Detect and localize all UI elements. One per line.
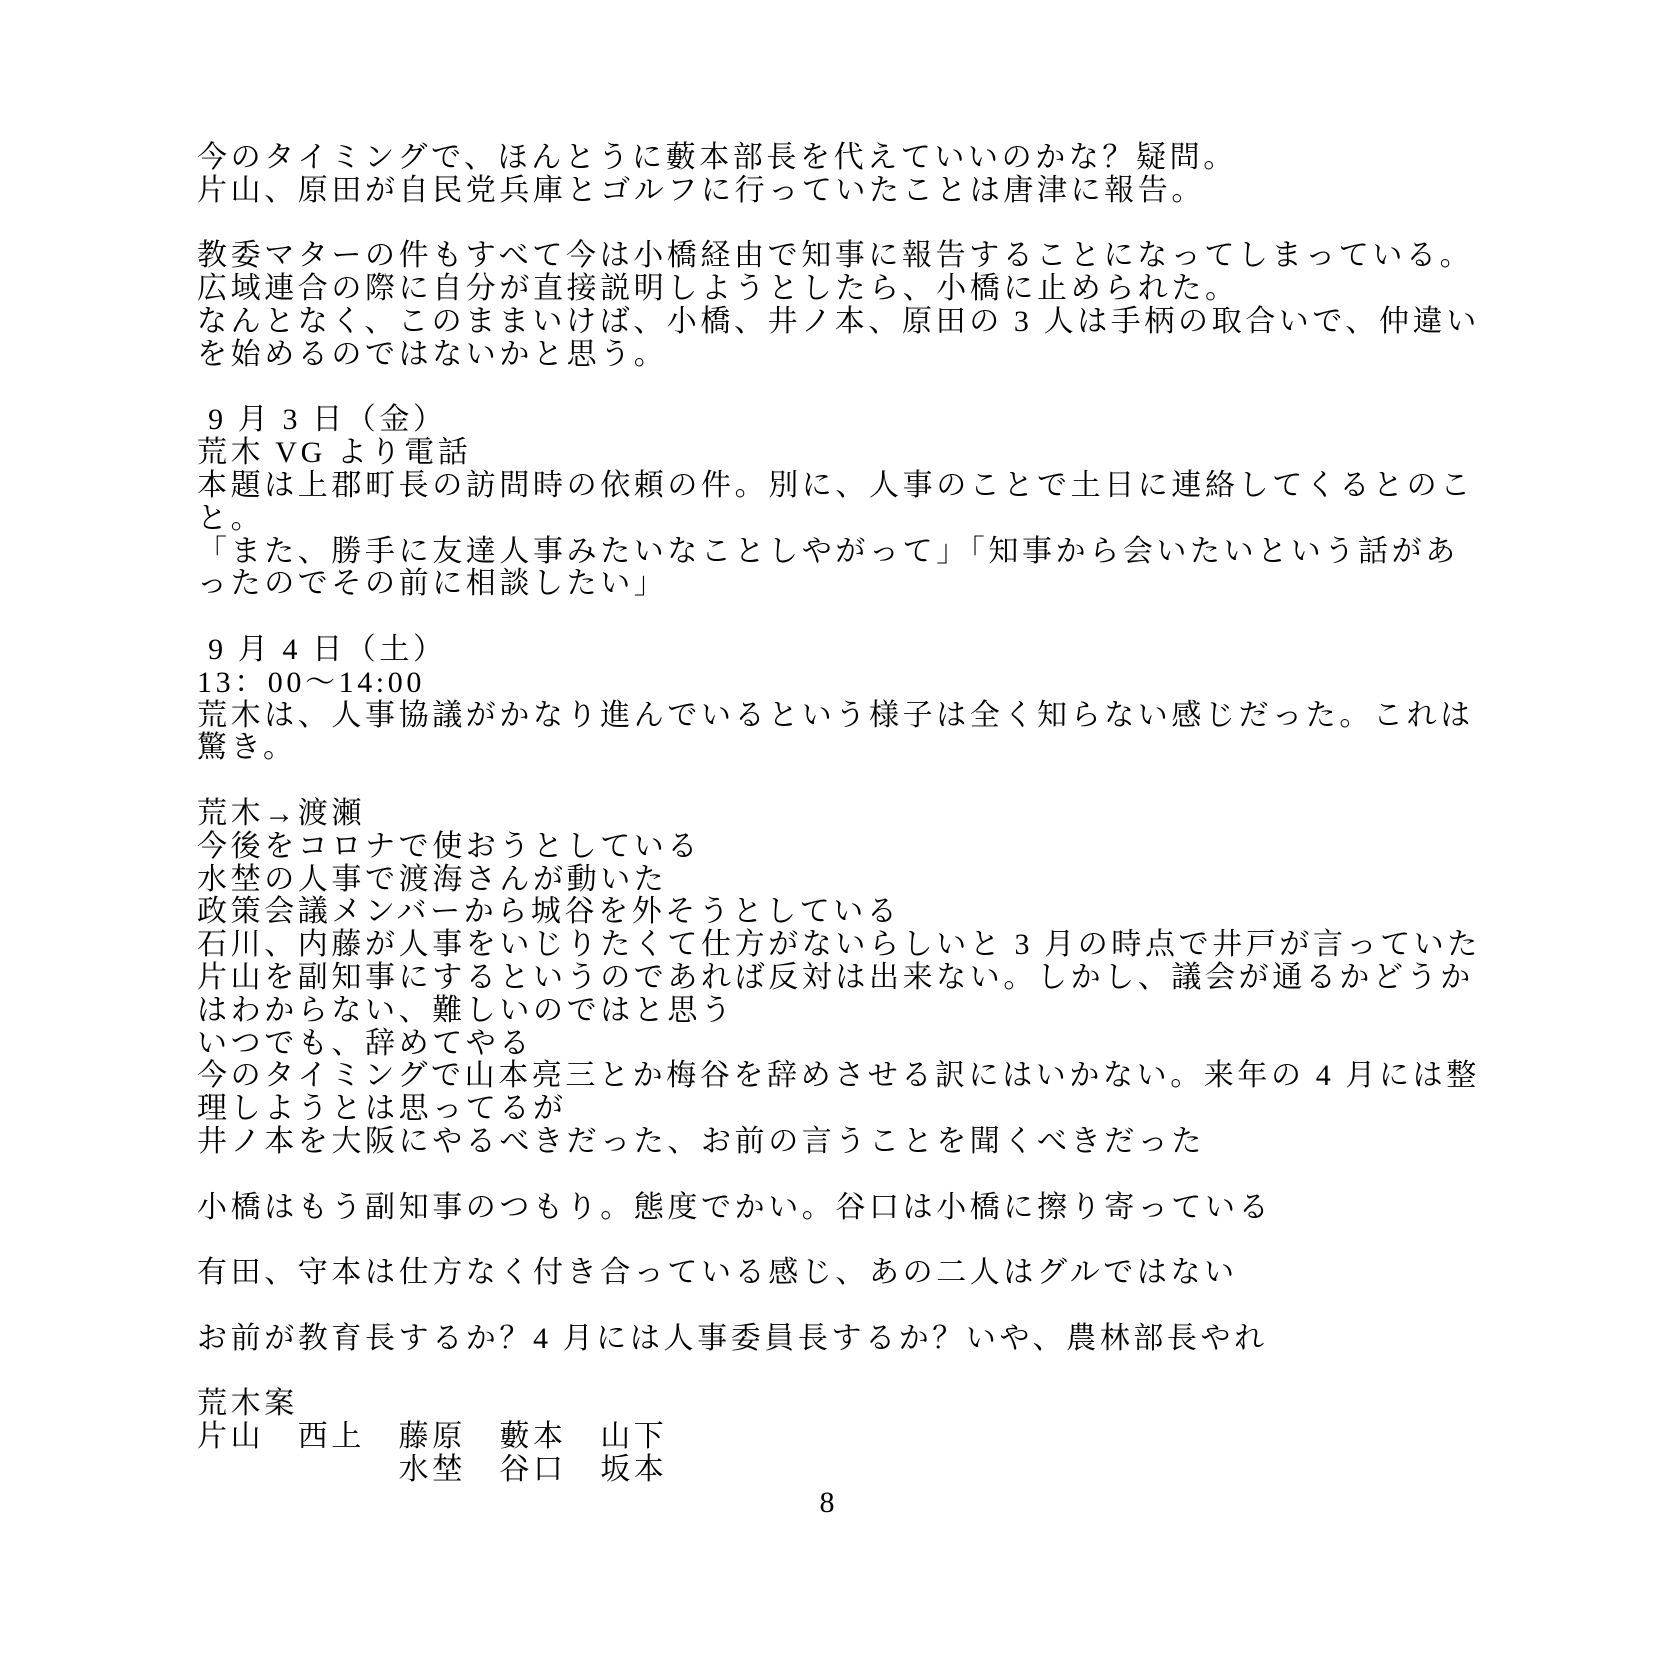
text-line: を始めるのではないかと思う。 (197, 337, 668, 371)
text-line: 今後をコロナで使おうとしている (197, 829, 701, 863)
text-line: 教委マターの件もすべて今は小橋経由で知事に報告することになってしまっている。 (197, 239, 1474, 273)
text-line: 今のタイミングで山本亮三とか梅谷を辞めさせる訳にはいかない。来年の 4 月には整 (197, 1059, 1480, 1093)
blank-line (197, 208, 1457, 241)
text-line: 驚き。 (197, 731, 297, 765)
blank-line (197, 372, 1457, 405)
text-line: 小橋はもう副知事のつもり。態度でかい。谷口は小橋に擦り寄っている (197, 1190, 1273, 1224)
text-line: なんとなく、このままいけば、小橋、井ノ本、原田の 3 人は手柄の取合いで、仲違い (197, 304, 1480, 338)
text-line: 荒木は、人事協議がかなり進んでいるという様子は全く知らない感じだった。これは (197, 698, 1474, 732)
text-line: 荒木案 (197, 1387, 298, 1421)
text-line: 今のタイミングで、ほんとうに藪本部長を代えていいのかな？疑問。 (197, 141, 1237, 174)
text-line: 荒木→渡瀬 (197, 796, 365, 830)
blank-line (197, 1290, 1457, 1323)
text-line: はわからない、難しいのではと思う (197, 993, 735, 1027)
text-line: 政策会議メンバーから城谷を外そうとしている (197, 895, 901, 929)
text-line: いつでも、辞めてやる (197, 1026, 533, 1060)
text-line: 水埜の人事で渡海さんが動いた (197, 862, 668, 896)
blank-line (197, 1355, 1457, 1388)
text-line: と。 (197, 501, 265, 535)
page-number: 8 (819, 1485, 835, 1519)
text-line: 片山、原田が自民党兵庫とゴルフに行っていたことは唐津に報告。 (197, 173, 1205, 207)
text-line: 理しようとは思ってるが (197, 1092, 567, 1126)
blank-line (197, 1224, 1457, 1257)
blank-line (197, 1159, 1457, 1192)
blank-line (197, 601, 1457, 634)
text-line: 広域連合の際に自分が直接説明しようとしたら、小橋に止められた。 (197, 272, 1239, 306)
name-list-row: 片山 西上 藤原 藪本 山下 (197, 1420, 668, 1454)
text-line: 石川、内藤が人事をいじりたくて仕方がないらしいと 3 月の時点で井戸が言っていた (197, 928, 1481, 962)
text-line: 「また、勝手に友達人事みたいなことしやがって」「知事から会いたいという話があ (197, 534, 1459, 568)
text-line: 有田、守本は仕方なく付き合っている感じ、あの二人はグルではない (197, 1256, 1238, 1290)
text-line: ったのでその前に相談したい」 (197, 567, 668, 601)
text-line: 片山を副知事にするというのであれば反対は出来ない。しかし、議会が通るかどうか (197, 960, 1474, 994)
date-heading: 9 月 4 日（土） (197, 632, 447, 666)
time-range: 13：00～14:00 (197, 665, 425, 699)
blank-line (197, 765, 1457, 798)
date-heading: 9 月 3 日（金） (197, 403, 447, 437)
name-list-row: 水埜 谷口 坂本 (197, 1452, 668, 1486)
text-line: 井ノ本を大阪にやるべきだった、お前の言うことを聞くべきだった (197, 1124, 1205, 1158)
text-line: お前が教育長するか？4 月には人事委員長するか？いや、農林部長やれ (197, 1321, 1268, 1355)
text-line: 本題は上郡町長の訪問時の依頼の件。別に、人事のことで土日に連絡してくるとのこ (197, 468, 1474, 502)
text-line: 荒木 VG より電話 (197, 436, 472, 470)
